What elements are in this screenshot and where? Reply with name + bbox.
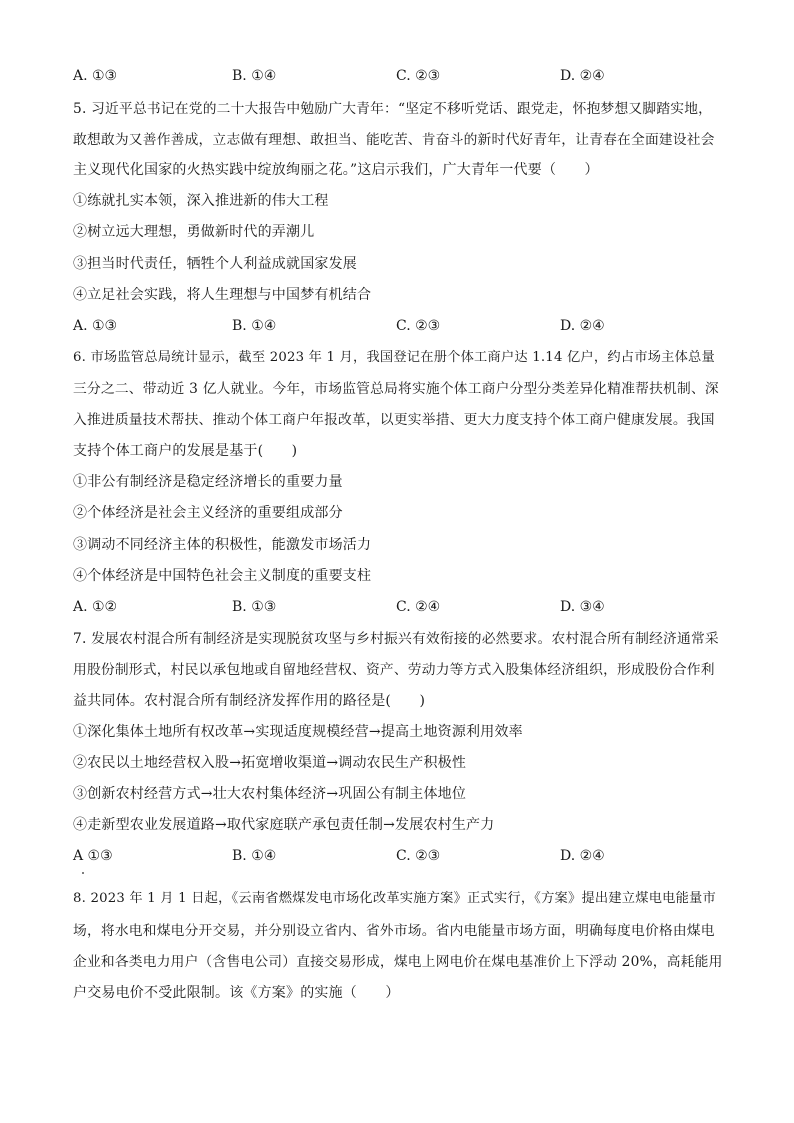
q8-stem-line: 户交易电价不受此限制。该《方案》的实施（ ） [73, 985, 400, 1001]
q5-stem-line: 敢想敢为又善作善成，立志做有理想、敢担当、能吃苦、肯奋斗的新时代好青年，让青春在全面建设社会 [73, 132, 715, 148]
q5-statement: ①练就扎实本领，深入推进新的伟大工程 [73, 193, 329, 209]
option-c[interactable]: C. ②③ [396, 68, 441, 84]
q7-statement: ②农民以土地经营权入股→拓宽增收渠道→调动农民生产积极性 [73, 755, 467, 771]
q7-stem-line: 益共同体。农村混合所有制经济发挥作用的路径是( ) [73, 693, 426, 709]
q7-option-b[interactable]: B. ①④ [232, 848, 277, 864]
q5-option-d[interactable]: D. ②④ [560, 318, 605, 334]
q5-stem-line: 主义现代化国家的火热实践中绽放绚丽之花。”这启示我们，广大青年一代要（ ） [73, 162, 599, 178]
q7-option-d[interactable]: D. ②④ [560, 848, 605, 864]
q6-statement: ③调动不同经济主体的积极性，能激发市场活力 [73, 537, 372, 553]
q6-option-a[interactable]: A. ①② [73, 599, 118, 615]
q6-option-b[interactable]: B. ①③ [232, 599, 277, 615]
option-d[interactable]: D. ②④ [560, 68, 605, 84]
q8-stem-line: 企业和各类电力用户（含售电公司）直接交易形成，煤电上网电价在煤电基准价上下浮动 20%，高耗能用 [73, 954, 723, 970]
q6-option-c[interactable]: C. ②④ [396, 599, 441, 615]
q7-statement: ④走新型农业发展道路→取代家庭联产承包责任制→发展农村生产力 [73, 817, 495, 833]
q6-statement: ①非公有制经济是稳定经济增长的重要力量 [73, 474, 343, 490]
option-a[interactable]: A. ①③ [73, 68, 118, 84]
q5-option-b[interactable]: B. ①④ [232, 318, 277, 334]
q7-option-c[interactable]: C. ②③ [396, 848, 441, 864]
q8-stem-line: 8. 2023 年 1 月 1 日起，《云南省燃煤发电市场化改革实施方案》正式实行，《方案》提出建立煤电电能量市 [73, 891, 716, 906]
q7-statement: ③创新农村经营方式→壮大农村集体经济→巩固公有制主体地位 [73, 786, 467, 802]
q6-stem-line: 6. 市场监管总局统计显示，截至 2023 年 1 月，我国登记在册个体工商户达 1.14 亿户，约占市场主体总量 [73, 350, 715, 365]
q7-option-a[interactable]: A ①③ [73, 848, 113, 864]
q5-statement: ④立足社会实践，将人生理想与中国梦有机结合 [73, 287, 372, 303]
q6-option-d[interactable]: D. ③④ [560, 599, 605, 615]
q7-statement: ①深化集体土地所有权改革→实现适度规模经营→提高土地资源利用效率 [73, 724, 523, 740]
q6-statement: ④个体经济是中国特色社会主义制度的重要支柱 [73, 568, 372, 584]
q7-stem-line: 用股份制形式，村民以承包地或自留地经营权、资产、劳动力等方式入股集体经济组织，形成股份合作利 [73, 662, 715, 678]
q5-stem-line: 5. 习近平总书记在党的二十大报告中勉励广大青年：“坚定不移听党话、跟党走，怀抱梦想又脚踏实地， [73, 101, 713, 117]
option-b[interactable]: B. ①④ [232, 68, 277, 84]
q5-option-c[interactable]: C. ②③ [396, 318, 441, 334]
q5-statement: ②树立远大理想，勇做新时代的弄潮儿 [73, 224, 315, 240]
q6-statement: ②个体经济是社会主义经济的重要组成部分 [73, 505, 343, 521]
q6-stem-line: 支持个体工商户的发展是基于( ) [73, 443, 298, 459]
q7-stem-line: 7. 发展农村混合所有制经济是实现脱贫攻坚与乡村振兴有效衔接的必然要求。农村混合所有制经济通常采 [73, 631, 719, 647]
q6-stem-line: 入推进质量技术帮扶、推动个体工商户年报改革，以更实举措、更大力度支持个体工商户健康发展。我国 [73, 412, 715, 428]
q8-stem-line: 场，将水电和煤电分开交易，并分别设立省内、省外市场。省内电能量市场方面，明确每度电价格由煤电 [73, 923, 715, 939]
q5-statement: ③担当时代责任，牺牲个人利益成就国家发展 [73, 256, 357, 272]
q5-option-a[interactable]: A. ①③ [73, 318, 118, 334]
stray-dot [82, 872, 84, 874]
q6-stem-line: 三分之二、带动近 3 亿人就业。今年，市场监管总局将实施个体工商户分型分类差异化精准帮扶机制、深 [73, 381, 719, 397]
